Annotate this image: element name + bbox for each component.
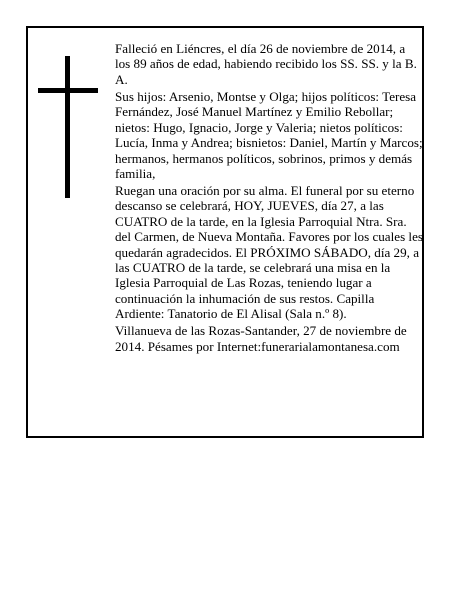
family-paragraph: Sus hijos: Arsenio, Montse y Olga; hijos políticos: Teresa Fernández, José Manuel Martínez y Emilio Rebollar; nietos: Hugo, Ignacio, Jorge y Valeria; nietos políticos: Lucía, Inma y Andrea; bisnietos: Daniel, Martín y Marcos; hermanos, hermanos políticos, sobrinos, primos y demás familia, — [115, 88, 423, 181]
place-date-paragraph: Villanueva de las Rozas-Santander, 27 de noviembre de 2014. Pésames por Internet:funerarialamontanesa.com — [115, 323, 407, 354]
cross-icon — [38, 56, 98, 198]
cross-vertical-bar — [65, 56, 70, 198]
funeral-details-paragraph: Ruegan una oración por su alma. El funeral por su eterno descanso se celebrará, HOY, JUEVES, día 27, a las CUATRO de la tarde, en la Iglesia Parroquial Ntra. Sra. del Carmen, de Nueva Montaña. Favores por los cuales les quedarán agradecidos. El PRÓXIMO SÁBADO, día 29, a las CUATRO de la tarde, se celebrará una misa en la Iglesia Parroquial de Las Rozas, teniendo lugar a continuación la inhumación de sus restos. Capilla Ardiente: Tanatorio de El Alisal (Sala n.º 8). — [115, 183, 423, 322]
death-announcement-paragraph: Falleció en Liéncres, el día 26 de noviembre de 2014, a los 89 años de edad, habiendo recibido los SS. SS. y la B. A. — [115, 41, 417, 87]
obituary-notice — [26, 26, 424, 438]
obituary-text — [115, 41, 423, 356]
cross-horizontal-bar — [38, 88, 98, 93]
